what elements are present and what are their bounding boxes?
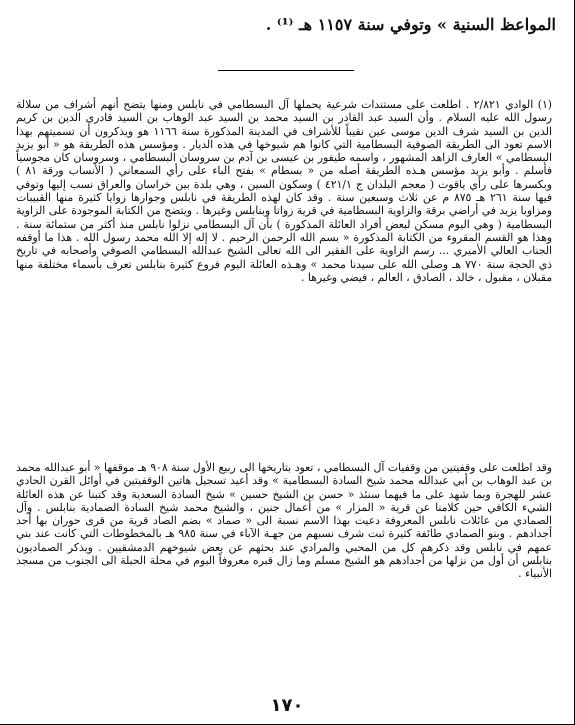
top-text-line: المواعظ السنية » وتوفي سنة ١١٥٧ هـ ⁽¹⁾ . (265, 15, 556, 34)
footnote-paragraph-1: (١) الوادي ٢/٨٢١ . اطلعت على مستندات شرعية يحملها آل البسطامي في نابلس ومنها يتضح أنهم أشراف من سلالة رسول الله عليه السلام . وأن السيد عبد القادر بن السيد محمد بن السيد عبد الوهاب بن السيد قادري الدين بن كريم الدين بن السيد شرف الدين موسى عين نقيباً للأشراف في المدينة المذكورة سنة ١١٦٦ هو ويذكرون أن تسميتهم بهذا الاسم تعود الى الطريقة الصوفية البسطامية التي كانوا هم شيوخها في هذه الديار . ومؤسس هذه الطريقة هو « أبو يزيد البسطامي » العارف الزاهد المشهور ، واسمه طيفور بن عيسى بن آدم بن سروسان البسطامي ، وسروسان كان مجوسياً فأسلم . وأبو يزيد مؤسس هـذه الطريقة أصله من « بسطام » بفتح الباء على رأي السمعاني ( الأنساب ورقة ٨١ ) وبكسرها على رأي ياقوت ( معجم البلدان ج ٤٢١/١ ) وسكون السين ، وهي بلدة بين خراسان والعراق نسب إليها وتوفي فيها سنة ٢٦١ هـ ٨٧٥ م عن ثلاث وسبعين سنة . وقد كان لهذه الطريقة في نابلس وجوارها زوايا كثيرة منها القبيبات ومزاوبا يزيد في أراضي برقة والزاوية البسطامية في قرية زواتا وبنابلس وغيرها . ويتضح من الكتابة الموجودة على الزاوية البسطامية ( وهي اليوم مسكن لبعض أفراد العائلة المذكورة ) بأن آل البسطامي نزلوا نابلس منذ أكثر من ستمائة سنة . وهذا هو القسم المقروء من الكتابة المذكورة « بسم الله الرحمن الرحيم . لا إله إلا الله محمد رسول الله . هذا ما أوقفه الجناب العالي الأميري ... رسم الزاوية على الفقير الى الله تعالى الشيخ عبدالله البسطامي الصوفي وأصحابه في تاريخ ذي الحجة سنة ٧٧٠ هـ وصلى الله على سيدنا محمد » وهـذه العائلة اليوم فروع كثيرة بنابلس تعرف بأسماء مختلفة منها مقبلان ، مقبول ، خالد ، الصادق ، العالم ، فيضي وغيرها . (16, 98, 553, 284)
footnote-separator-rule (218, 70, 354, 71)
footnote-paragraph-2: وقد اطلعت على وقفيتين من وقفيات آل البسطامي ، تعود بتاريخها الى ربيع الأول سنة ٩٠٨ هـ موقفها « أبو عبدالله محمد بن عبد الوهاب بن أبي عبدالله محمد شيخ السادة البسطامية » وقد أعيد تسجيل هاتين الوقفيتين في أوائل القرن الحادي عشر للهجرة وبما شهد على ما فيهما سنئذ « حسن بن الشيخ حسين » شيخ السادة السعدية وقد كتبنا عن هذه العائلة الشيء الكافي حين كلامنا عن قرية « المزار » من أعمال جنين ، والشيخ محمد شيخ السادة الصمادية بنابلس . وآل الصمادي من عائلات نابلس المعروفة دعيت بهذا الاسم نسبة الى « صماد » بضم الصاد قرية من قرى حوران بها أحد أجدادهم . وبنو الصمادي طائفة كثيرة ثبت شرف نسبهم من جهـة الآباء في سنة ٩٨٥ هـ بالمخطوطات التي كانت عند بني عمهم في نابلس وقد ذكرهم كل من المحبي والمرادي عند بحثهم عن بعض شيوخهم الدمشقيين . ويذكر الصماديون بنابلس أن أول من نزلها من أجدادهم هو الشيخ مسلم وما زال قبره معروفاً اليوم في محلة الحبلة الى الجنوب من مسجد الأنبياء . (16, 461, 552, 581)
page-number: ١٧٠ (270, 695, 304, 716)
